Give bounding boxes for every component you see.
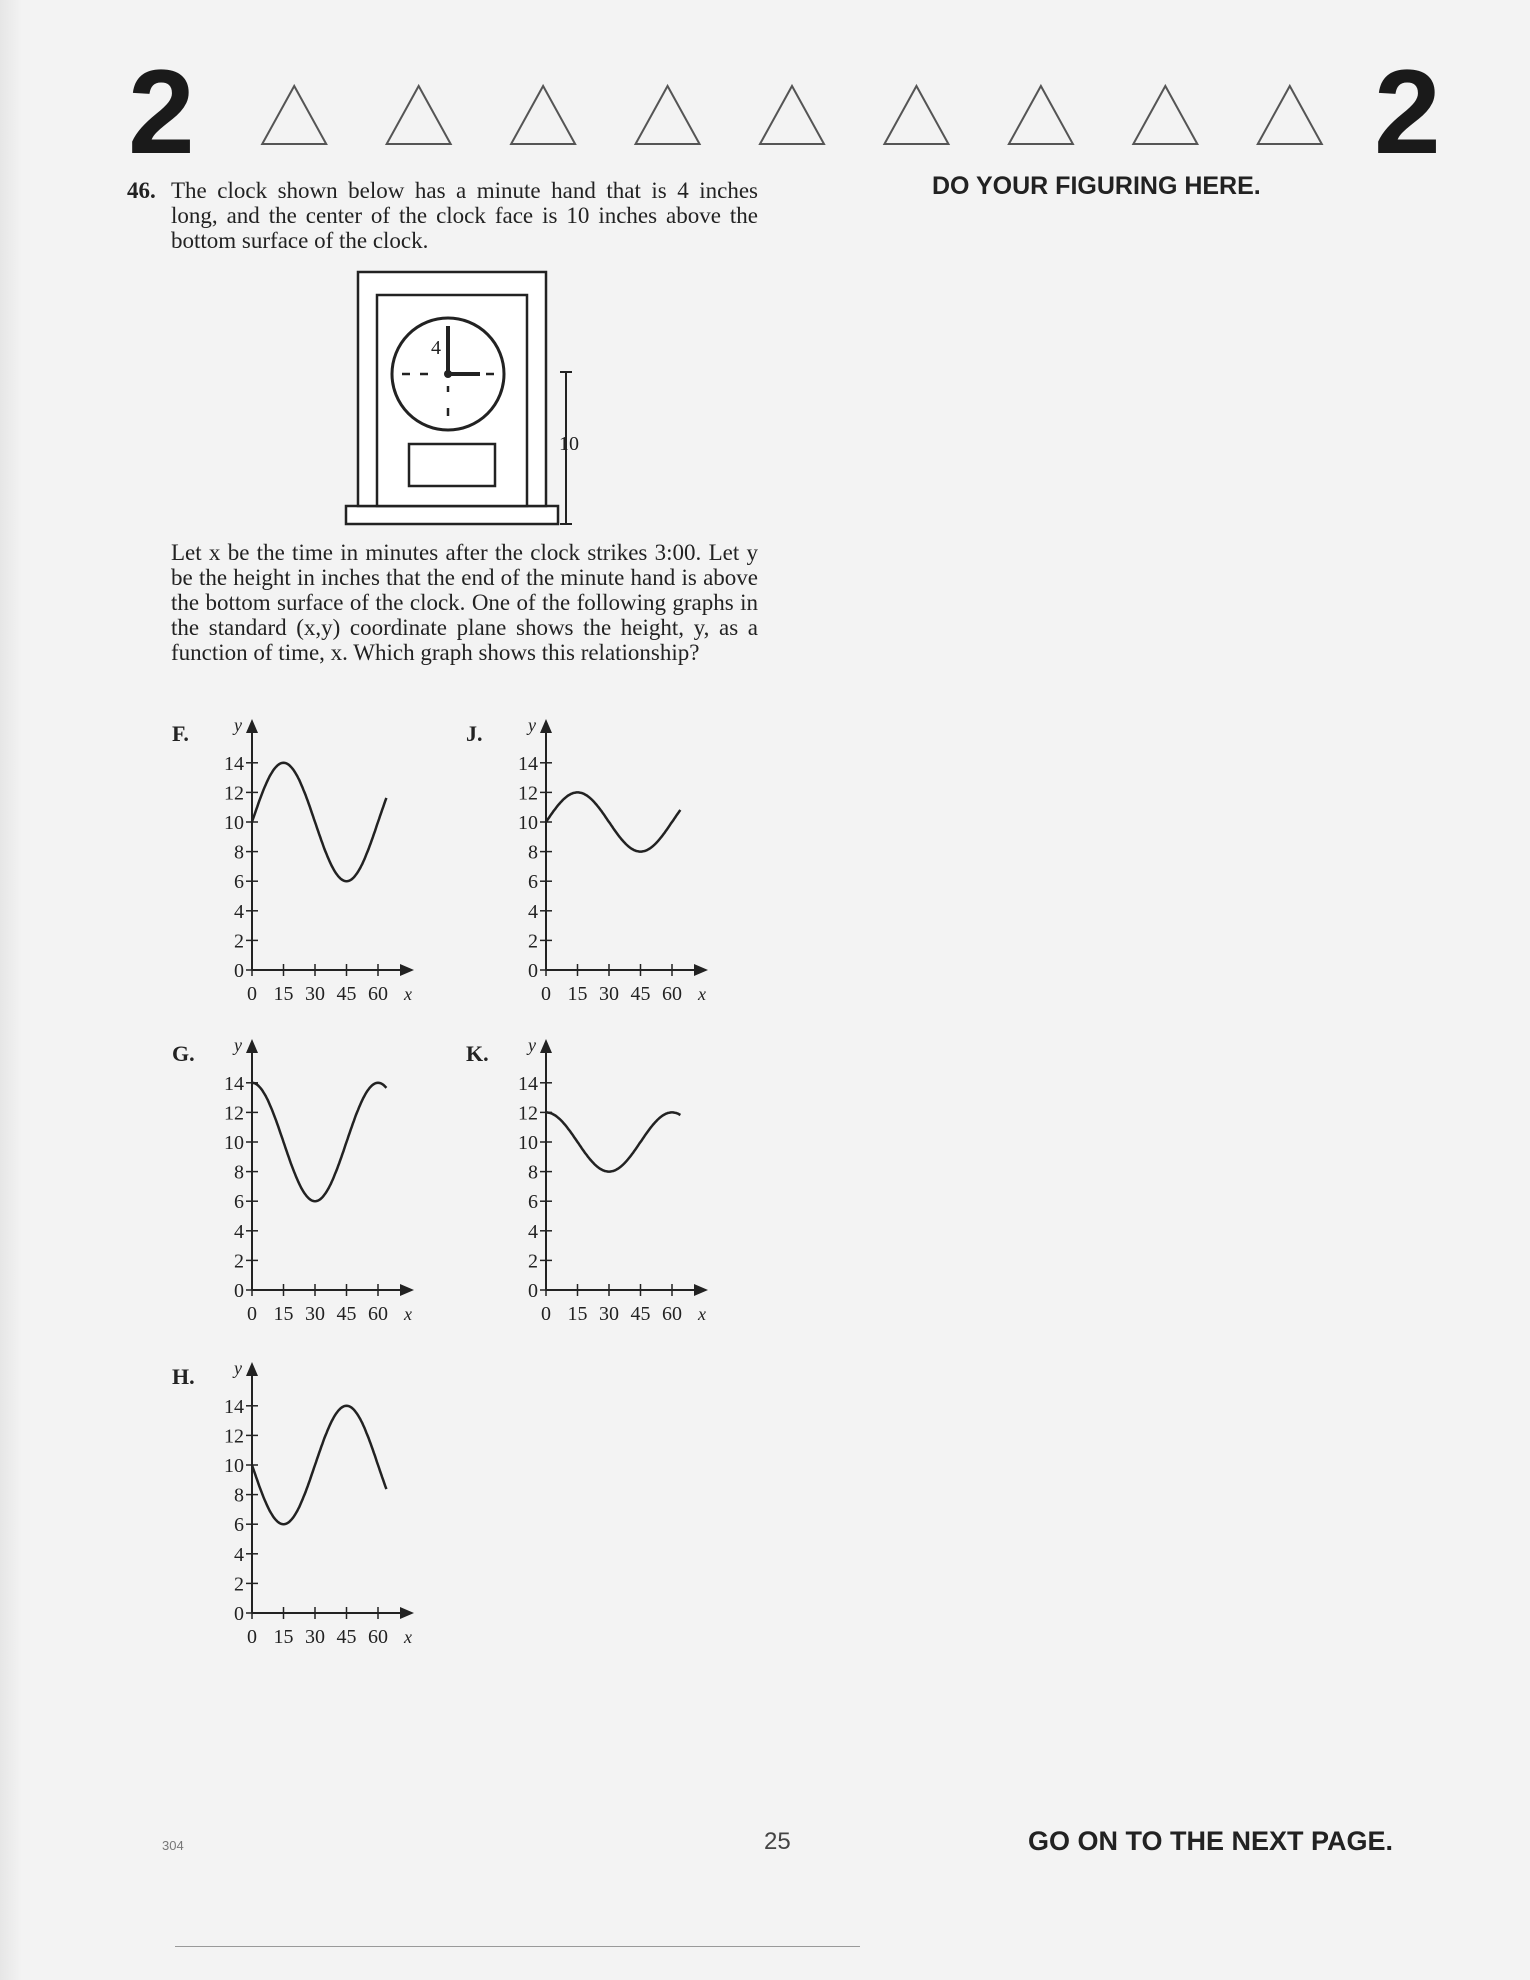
y-tick-label: 14 xyxy=(224,1395,244,1418)
x-tick-label: 60 xyxy=(368,1303,388,1325)
x-tick-label: 30 xyxy=(599,983,619,1005)
x-tick-label: 45 xyxy=(630,983,651,1005)
y-tick-label: 10 xyxy=(224,812,244,834)
clock-face-numeral: 4 xyxy=(431,337,441,359)
y-axis-label: y xyxy=(528,715,536,735)
series-line xyxy=(252,1406,386,1524)
section-triangle-icon xyxy=(636,86,700,144)
y-tick-label: 10 xyxy=(224,1455,244,1477)
figuring-area-label: DO YOUR FIGURING HERE. xyxy=(932,172,1261,200)
y-tick-label: 14 xyxy=(224,1072,244,1095)
y-tick-label: 2 xyxy=(234,1250,244,1273)
x-tick-label: 0 xyxy=(247,1626,257,1648)
x-axis-label: x xyxy=(404,1304,412,1324)
x-tick-label: 15 xyxy=(273,983,294,1005)
y-tick-label: 4 xyxy=(528,900,538,923)
y-tick-label: 8 xyxy=(528,1161,538,1184)
y-tick-label: 2 xyxy=(528,1250,538,1273)
y-tick-label: 6 xyxy=(234,871,244,894)
section-triangle-icon xyxy=(1009,86,1073,144)
y-tick-label: 2 xyxy=(528,930,538,953)
graph-option-f[interactable] xyxy=(168,715,448,1015)
y-tick-label: 4 xyxy=(234,1543,244,1566)
y-tick-label: 12 xyxy=(518,1102,538,1125)
y-tick-label: 8 xyxy=(528,841,538,864)
y-tick-label: 8 xyxy=(234,1484,244,1507)
option-label: G. xyxy=(172,1041,195,1066)
y-tick-label: 12 xyxy=(224,1102,244,1125)
x-tick-label: 45 xyxy=(336,1303,357,1325)
series-line xyxy=(252,1083,386,1201)
series-line xyxy=(546,1112,680,1171)
y-tick-label: 0 xyxy=(234,1280,244,1302)
x-tick-label: 15 xyxy=(567,1303,588,1325)
x-axis-label: x xyxy=(698,984,706,1004)
y-tick-label: 0 xyxy=(528,960,538,982)
y-axis-label: y xyxy=(234,1358,242,1378)
y-tick-label: 6 xyxy=(528,1191,538,1214)
page-number: 25 xyxy=(764,1828,791,1855)
y-tick-label: 2 xyxy=(234,930,244,953)
x-tick-label: 15 xyxy=(273,1303,294,1325)
y-tick-label: 14 xyxy=(224,752,244,775)
x-tick-label: 60 xyxy=(368,1626,388,1648)
section-triangle-icon xyxy=(511,86,575,144)
y-tick-label: 14 xyxy=(518,752,538,775)
x-tick-label: 30 xyxy=(305,1303,325,1325)
y-axis-arrow-icon xyxy=(246,1362,258,1376)
y-tick-label: 0 xyxy=(528,1280,538,1302)
y-tick-label: 8 xyxy=(234,841,244,864)
y-tick-label: 4 xyxy=(528,1220,538,1243)
bottom-rule xyxy=(175,1946,860,1947)
section-triangle-icon xyxy=(1133,86,1197,144)
x-tick-label: 0 xyxy=(541,1303,551,1325)
y-axis-label: y xyxy=(234,715,242,735)
y-tick-label: 8 xyxy=(234,1161,244,1184)
x-tick-label: 45 xyxy=(336,983,357,1005)
section-triangle-icon xyxy=(1258,86,1322,144)
series-line xyxy=(546,792,680,851)
x-tick-label: 30 xyxy=(305,983,325,1005)
footer-form-code: 304 xyxy=(162,1838,184,1853)
y-tick-label: 10 xyxy=(518,1132,538,1154)
x-tick-label: 0 xyxy=(247,983,257,1005)
height-dimension-label: 10 xyxy=(559,433,579,455)
y-tick-label: 0 xyxy=(234,1603,244,1625)
section-triangle-icon xyxy=(884,86,948,144)
y-tick-label: 2 xyxy=(234,1573,244,1596)
x-axis-label: x xyxy=(404,1627,412,1647)
y-axis-label: y xyxy=(528,1035,536,1055)
x-axis-arrow-icon xyxy=(400,964,414,976)
graph-option-g[interactable] xyxy=(168,1035,448,1335)
x-axis-arrow-icon xyxy=(694,964,708,976)
option-label: F. xyxy=(172,721,189,746)
option-label: J. xyxy=(466,721,483,746)
y-tick-label: 6 xyxy=(528,871,538,894)
x-axis-label: x xyxy=(404,984,412,1004)
y-tick-label: 10 xyxy=(518,812,538,834)
x-tick-label: 15 xyxy=(273,1626,294,1648)
y-tick-label: 12 xyxy=(224,1425,244,1448)
y-tick-label: 4 xyxy=(234,1220,244,1243)
y-axis-arrow-icon xyxy=(246,1039,258,1053)
x-tick-label: 0 xyxy=(247,1303,257,1325)
x-tick-label: 60 xyxy=(662,983,682,1005)
x-tick-label: 15 xyxy=(567,983,588,1005)
graph-option-k[interactable] xyxy=(462,1035,742,1335)
option-label: H. xyxy=(172,1364,195,1389)
x-tick-label: 45 xyxy=(336,1626,357,1648)
x-axis-label: x xyxy=(698,1304,706,1324)
section-triangle-icon xyxy=(387,86,451,144)
y-axis-label: y xyxy=(234,1035,242,1055)
section-number-right: 2 xyxy=(1374,45,1441,179)
clock-panel xyxy=(409,444,495,486)
x-tick-label: 30 xyxy=(599,1303,619,1325)
graph-option-h[interactable] xyxy=(168,1358,448,1658)
y-tick-label: 6 xyxy=(234,1191,244,1214)
x-tick-label: 45 xyxy=(630,1303,651,1325)
y-tick-label: 12 xyxy=(224,782,244,805)
y-tick-label: 10 xyxy=(224,1132,244,1154)
question-number: 46. xyxy=(127,178,156,203)
question-text-intro: The clock shown below has a minute hand that is 4 inches long, and the center of the clock face is 10 inches above the bottom surface of the clock. xyxy=(171,178,758,253)
option-label: K. xyxy=(466,1041,489,1066)
scan-edge-shadow xyxy=(0,0,22,1980)
triangle-row xyxy=(232,82,1352,148)
x-tick-label: 0 xyxy=(541,983,551,1005)
section-triangle-icon xyxy=(760,86,824,144)
section-triangle-icon xyxy=(262,86,326,144)
go-on-next-page: GO ON TO THE NEXT PAGE. xyxy=(1028,1826,1394,1856)
x-tick-label: 30 xyxy=(305,1626,325,1648)
x-axis-arrow-icon xyxy=(694,1284,708,1296)
x-tick-label: 60 xyxy=(368,983,388,1005)
y-tick-label: 4 xyxy=(234,900,244,923)
y-axis-arrow-icon xyxy=(540,1039,552,1053)
y-tick-label: 12 xyxy=(518,782,538,805)
y-axis-arrow-icon xyxy=(246,719,258,733)
series-line xyxy=(252,763,386,881)
x-axis-arrow-icon xyxy=(400,1284,414,1296)
y-tick-label: 14 xyxy=(518,1072,538,1095)
x-axis-arrow-icon xyxy=(400,1607,414,1619)
clock-base xyxy=(346,506,558,524)
y-tick-label: 0 xyxy=(234,960,244,982)
y-axis-arrow-icon xyxy=(540,719,552,733)
clock-figure xyxy=(330,268,600,530)
y-tick-label: 6 xyxy=(234,1514,244,1537)
graph-option-j[interactable] xyxy=(462,715,742,1015)
section-number-left: 2 xyxy=(128,45,195,179)
question-text-prompt: Let x be the time in minutes after the clock strikes 3:00. Let y be the height in inches that the end of the minute hand is above the bottom surface of the clock. One of the following graphs in the standard (x,y) coordinate plane shows the height, y, as a function of time, x. Which graph shows this relationship? xyxy=(171,540,758,665)
x-tick-label: 60 xyxy=(662,1303,682,1325)
